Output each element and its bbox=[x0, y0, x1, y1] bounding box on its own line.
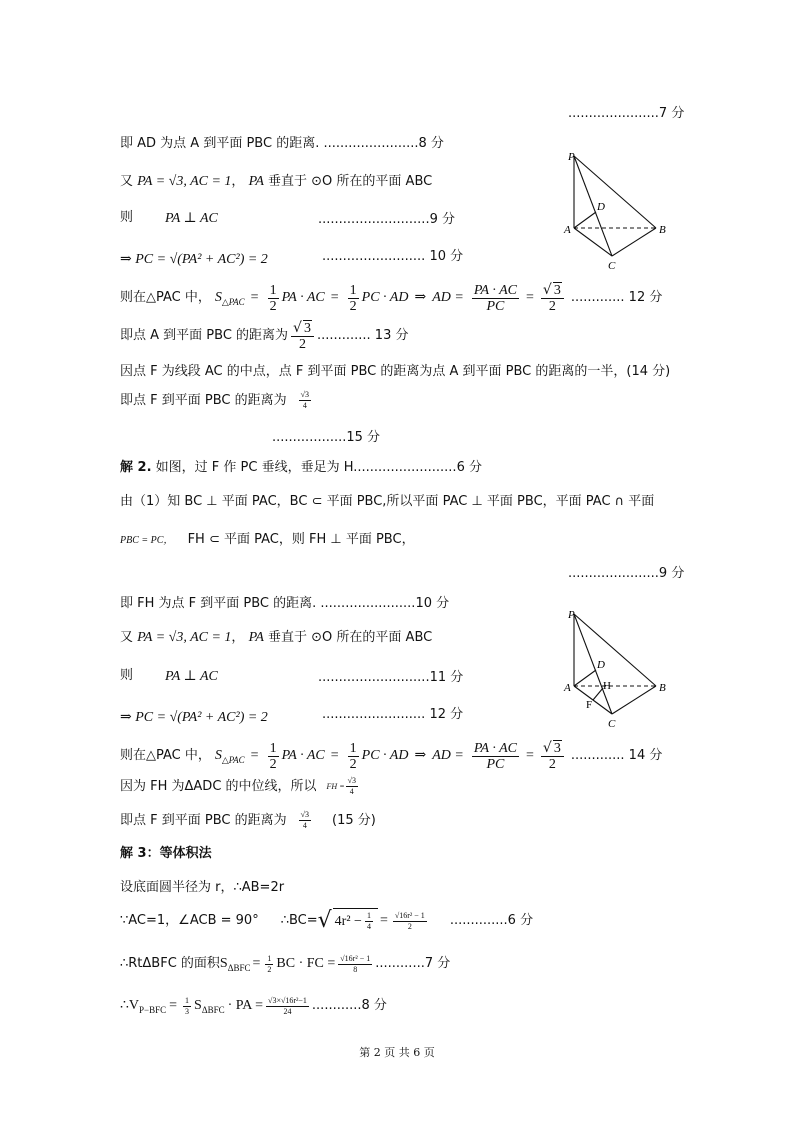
den: 4 bbox=[366, 922, 371, 931]
root: 16r² − 1 bbox=[399, 910, 425, 920]
eq-sign: = bbox=[169, 998, 178, 1013]
root: 3 bbox=[305, 390, 310, 399]
half-frac bbox=[268, 741, 279, 772]
solution-2-intro bbox=[120, 458, 482, 478]
area-line bbox=[120, 950, 450, 978]
pyramid-figure-2 bbox=[560, 606, 690, 734]
score-10: ......................... 10 分 bbox=[322, 249, 464, 264]
num: 1 bbox=[366, 911, 371, 920]
then-label-2: 则 bbox=[120, 668, 134, 683]
edge-pc bbox=[574, 614, 612, 714]
label-d: D bbox=[597, 659, 605, 671]
num: PA · AC bbox=[473, 282, 517, 298]
den: 2 bbox=[269, 756, 277, 772]
score-14: ............. 14 分 bbox=[570, 748, 663, 763]
root3-over-2: $\frac{√ 3}{2}$ bbox=[291, 320, 314, 352]
given-suffix: 垂直于 ⊙O 所在的平面 ABC bbox=[268, 174, 433, 189]
bc-line: ∵AC=1，∠ACB = 90° ∴BC= √ 4r² − $\frac{1}{4}$ = $\frac{\text{√16r² − 1}}{2}$ ..............6 分 bbox=[120, 908, 534, 933]
vol-s: S bbox=[194, 998, 202, 1013]
solution-2-text: 如图，过 F 作 PC 垂线，垂足为 H.........................6 分 bbox=[155, 460, 482, 475]
given-comma: ， bbox=[231, 630, 245, 645]
num: 1 bbox=[185, 995, 190, 1005]
area-s: S bbox=[214, 290, 222, 305]
score-11: ...........................11 分 bbox=[318, 670, 464, 685]
eq-sign: = bbox=[252, 956, 261, 971]
score-9: ...........................9 分 bbox=[318, 212, 455, 227]
num: PA · AC bbox=[473, 740, 517, 756]
label-p: P bbox=[568, 609, 575, 621]
solution-3-title: 解 3：等体积法 bbox=[120, 846, 212, 861]
den: 2 bbox=[349, 298, 357, 314]
num: 1 bbox=[267, 953, 272, 963]
den: 3 bbox=[185, 1006, 190, 1016]
given-suffix: 垂直于 ⊙O 所在的平面 ABC bbox=[268, 630, 433, 645]
half-frac bbox=[265, 954, 273, 975]
pc-dot-ad: PC · AD bbox=[361, 748, 409, 763]
solution-2-title: 解 2. bbox=[120, 460, 152, 475]
ad-frac bbox=[472, 283, 519, 314]
given-prefix: 又 bbox=[120, 630, 134, 645]
edge-ad bbox=[574, 670, 596, 686]
ad-distance-line: 即 AD 为点 A 到平面 PBC 的距离. .......................8 分 bbox=[120, 136, 444, 151]
given-pa: PA bbox=[248, 174, 264, 189]
vol-prefix: ∴V bbox=[120, 998, 140, 1013]
pa-dot-ac: PA · AC bbox=[281, 748, 325, 763]
label-d: D bbox=[597, 201, 605, 213]
den: 2 bbox=[548, 299, 556, 314]
f-distance-line-2 bbox=[120, 810, 376, 831]
root: 3 bbox=[305, 810, 310, 819]
fh-distance-line: 即 FH 为点 F 到平面 PBC 的距离. .......................10 分 bbox=[120, 596, 450, 611]
score-15: ..................15 分 bbox=[272, 430, 381, 445]
area-rhs: BC · FC = bbox=[276, 956, 336, 971]
f-distance-line bbox=[120, 390, 314, 411]
label-c: C bbox=[608, 260, 616, 272]
triangle-area-line: 则在△PAC 中， S △PAC = $\frac{1}{2}$ PA · AC = $\frac{1}{2}$ PC · AD ⇒ AD = $\frac{PA \cdot AC}{PC}$ = $\frac{√ 3}{2}$ ............. 12 分 bbox=[120, 282, 663, 314]
bc-root bbox=[333, 908, 378, 934]
ac-angle-text: ∵AC=1，∠ACB = 90° bbox=[120, 913, 259, 928]
label-f: F bbox=[586, 699, 593, 711]
label-p: P bbox=[568, 151, 575, 163]
quarter-frac bbox=[365, 911, 373, 932]
edge-ad bbox=[574, 212, 596, 228]
root3-over-2: $\frac{√ 3}{2}$ bbox=[541, 740, 564, 772]
pbc-eq-pc: PBC = PC， bbox=[120, 535, 174, 546]
vol-result-frac bbox=[266, 996, 309, 1017]
edge-pc bbox=[574, 156, 612, 256]
num: √3×√16r²−1 bbox=[268, 995, 307, 1005]
f-dist-prefix: 即点 F 到平面 PBC 的距离为 bbox=[120, 392, 287, 408]
area-s: S bbox=[214, 748, 222, 763]
label-a: A bbox=[564, 224, 571, 236]
fh-plane-line bbox=[120, 530, 415, 551]
triangle-area-line-2: 则在△PAC 中， S △PAC = $\frac{1}{2}$ PA · AC = $\frac{1}{2}$ PC · AD ⇒ AD = $\frac{PA \cdot AC}{PC}$ = $\frac{√ 3}{2}$ ............. 14 分 bbox=[120, 740, 663, 772]
pc-eq-line: ⇒ PC = √(PA² + AC²) = 2 bbox=[120, 252, 268, 267]
num: 1 bbox=[269, 740, 277, 756]
score-13: ............. 13 分 bbox=[316, 328, 409, 343]
score-6: ..............6 分 bbox=[449, 913, 534, 928]
given-prefix: 又 bbox=[120, 174, 134, 189]
root3-over-4: $\frac{√3}{4}$ bbox=[300, 810, 310, 830]
triangle-prefix: 则在△PAC 中， bbox=[120, 748, 211, 763]
eq-sign: = bbox=[250, 748, 259, 763]
root3-over-4: $\frac{√3}{4}$ bbox=[300, 390, 310, 410]
root: 3 bbox=[303, 321, 311, 336]
ad-frac bbox=[472, 741, 519, 772]
vol-rhs: · PA = bbox=[227, 998, 264, 1013]
area-s: S bbox=[219, 956, 228, 971]
midpoint-line: 因点 F 为线段 AC 的中点，点 F 到平面 PBC 的距离为点 A 到平面 PBC 的距离的一半，(14 分) bbox=[120, 364, 671, 379]
num: 1 bbox=[269, 282, 277, 298]
given-comma: ， bbox=[231, 174, 245, 189]
edge-pb bbox=[574, 156, 656, 228]
then-label: 则 bbox=[120, 210, 134, 225]
pc-dot-ad: PC · AD bbox=[361, 290, 409, 305]
score-12b: ......................... 12 分 bbox=[322, 707, 464, 722]
vol-s-sub: ΔBFC bbox=[201, 1005, 225, 1015]
den: 2 bbox=[407, 921, 412, 931]
label-h: H bbox=[603, 680, 611, 692]
ad-eq: AD = bbox=[432, 748, 464, 763]
num: 1 bbox=[349, 740, 357, 756]
eq-sign: = bbox=[330, 290, 339, 305]
pa-dot-ac: PA · AC bbox=[281, 290, 325, 305]
edge-cb bbox=[612, 686, 656, 714]
area-sub: △PAC bbox=[221, 755, 245, 765]
half-frac bbox=[348, 741, 359, 772]
edge-pb bbox=[574, 614, 656, 686]
eq-sign: = bbox=[330, 748, 339, 763]
den: 2 bbox=[298, 337, 306, 352]
third-frac bbox=[183, 996, 191, 1017]
num: 1 bbox=[349, 282, 357, 298]
bc-prefix: ∴BC= bbox=[280, 913, 318, 928]
pa-perp-ac-2: PA ⊥ AC bbox=[165, 669, 218, 684]
score-12: ............. 12 分 bbox=[570, 290, 663, 305]
volume-line bbox=[120, 992, 387, 1020]
edge-cb bbox=[612, 228, 656, 256]
a-dist-prefix: 即点 A 到平面 PBC 的距离为 bbox=[120, 328, 289, 343]
given-pa: PA bbox=[248, 630, 264, 645]
den: 4 bbox=[302, 401, 307, 410]
den: PC bbox=[486, 756, 505, 772]
edge-fh bbox=[593, 688, 603, 700]
given-line-1 bbox=[120, 172, 432, 192]
given-pa-eq: PA = √3, AC = 1 bbox=[137, 630, 232, 645]
f-dist-prefix: 即点 F 到平面 PBC 的距离为 bbox=[120, 812, 287, 828]
score-9b: ......................9 分 bbox=[568, 566, 685, 581]
pa-perp-ac: PA ⊥ AC bbox=[165, 211, 218, 226]
den: 4 bbox=[349, 787, 354, 796]
area-prefix: ∴RtΔBFC 的面积 bbox=[120, 956, 220, 971]
pyramid-figure-1 bbox=[560, 148, 690, 276]
bc-result-frac: $\frac{\text{√16r² − 1}}{2}$ bbox=[394, 910, 425, 931]
area-sub: ΔBFC bbox=[227, 963, 251, 973]
root: 3 bbox=[351, 776, 356, 785]
midline-line bbox=[120, 776, 361, 797]
den: PC bbox=[486, 298, 505, 314]
area-sub: △PAC bbox=[221, 297, 245, 307]
ad-eq: AD = bbox=[432, 290, 464, 305]
plane-relation-line: 由（1）知 BC ⊥ 平面 PAC，BC ⊂ 平面 PBC,所以平面 PAC ⊥ 平面 PBC，平面 PAC ∩ 平面 bbox=[120, 494, 655, 509]
den: 24 bbox=[283, 1006, 292, 1016]
root: 16r² − 1 bbox=[344, 953, 371, 963]
score-7b: ............7 分 bbox=[375, 956, 451, 971]
den: 4 bbox=[302, 821, 307, 830]
half-frac bbox=[268, 283, 279, 314]
triangle-prefix: 则在△PAC 中， bbox=[120, 290, 211, 305]
pc-eq-line-2: ⇒ PC = √(PA² + AC²) = 2 bbox=[120, 710, 268, 725]
root3-over-4: $\frac{√3}{4}$ bbox=[347, 776, 356, 796]
den: 2 bbox=[349, 756, 357, 772]
area-result-frac: $\frac{\text{√16r² − 1}}{8}$ bbox=[340, 953, 371, 974]
given-line-2 bbox=[120, 628, 432, 648]
den: 2 bbox=[269, 298, 277, 314]
eq-sign: = bbox=[526, 290, 534, 305]
fh-perp-text: FH ⊂ 平面 PAC，则 FH ⊥ 平面 PBC， bbox=[187, 532, 415, 547]
page-footer: 第 2 页 共 6 页 bbox=[359, 1046, 435, 1059]
score-15b: (15 分) bbox=[332, 812, 376, 828]
bc-expr: 4r² − bbox=[334, 913, 362, 929]
fh-eq: FH = bbox=[326, 781, 345, 791]
vol-sub: P−BFC bbox=[139, 1005, 167, 1015]
root: 3 bbox=[553, 741, 561, 756]
a-distance-line bbox=[120, 320, 408, 352]
radius-line: 设底面圆半径为 r，∴AB=2r bbox=[120, 880, 285, 895]
score-7: ......................7 分 bbox=[568, 106, 685, 121]
root: 3 bbox=[553, 283, 561, 298]
given-pa-eq: PA = √3, AC = 1 bbox=[137, 174, 232, 189]
label-c: C bbox=[608, 718, 616, 730]
den: 8 bbox=[353, 964, 358, 974]
midline-text: 因为 FH 为ΔADC 的中位线，所以 bbox=[120, 778, 317, 794]
half-frac bbox=[348, 283, 359, 314]
eq-sign: = bbox=[250, 290, 259, 305]
den: 2 bbox=[267, 964, 272, 974]
root3-over-2: $\frac{√ 3}{2}$ bbox=[541, 282, 564, 314]
eq-sign: = bbox=[379, 913, 388, 928]
score-8: ............8 分 bbox=[311, 998, 387, 1013]
label-b: B bbox=[659, 224, 666, 236]
label-b: B bbox=[659, 682, 666, 694]
den: 2 bbox=[548, 757, 556, 772]
eq-sign: = bbox=[526, 748, 534, 763]
label-a: A bbox=[564, 682, 571, 694]
